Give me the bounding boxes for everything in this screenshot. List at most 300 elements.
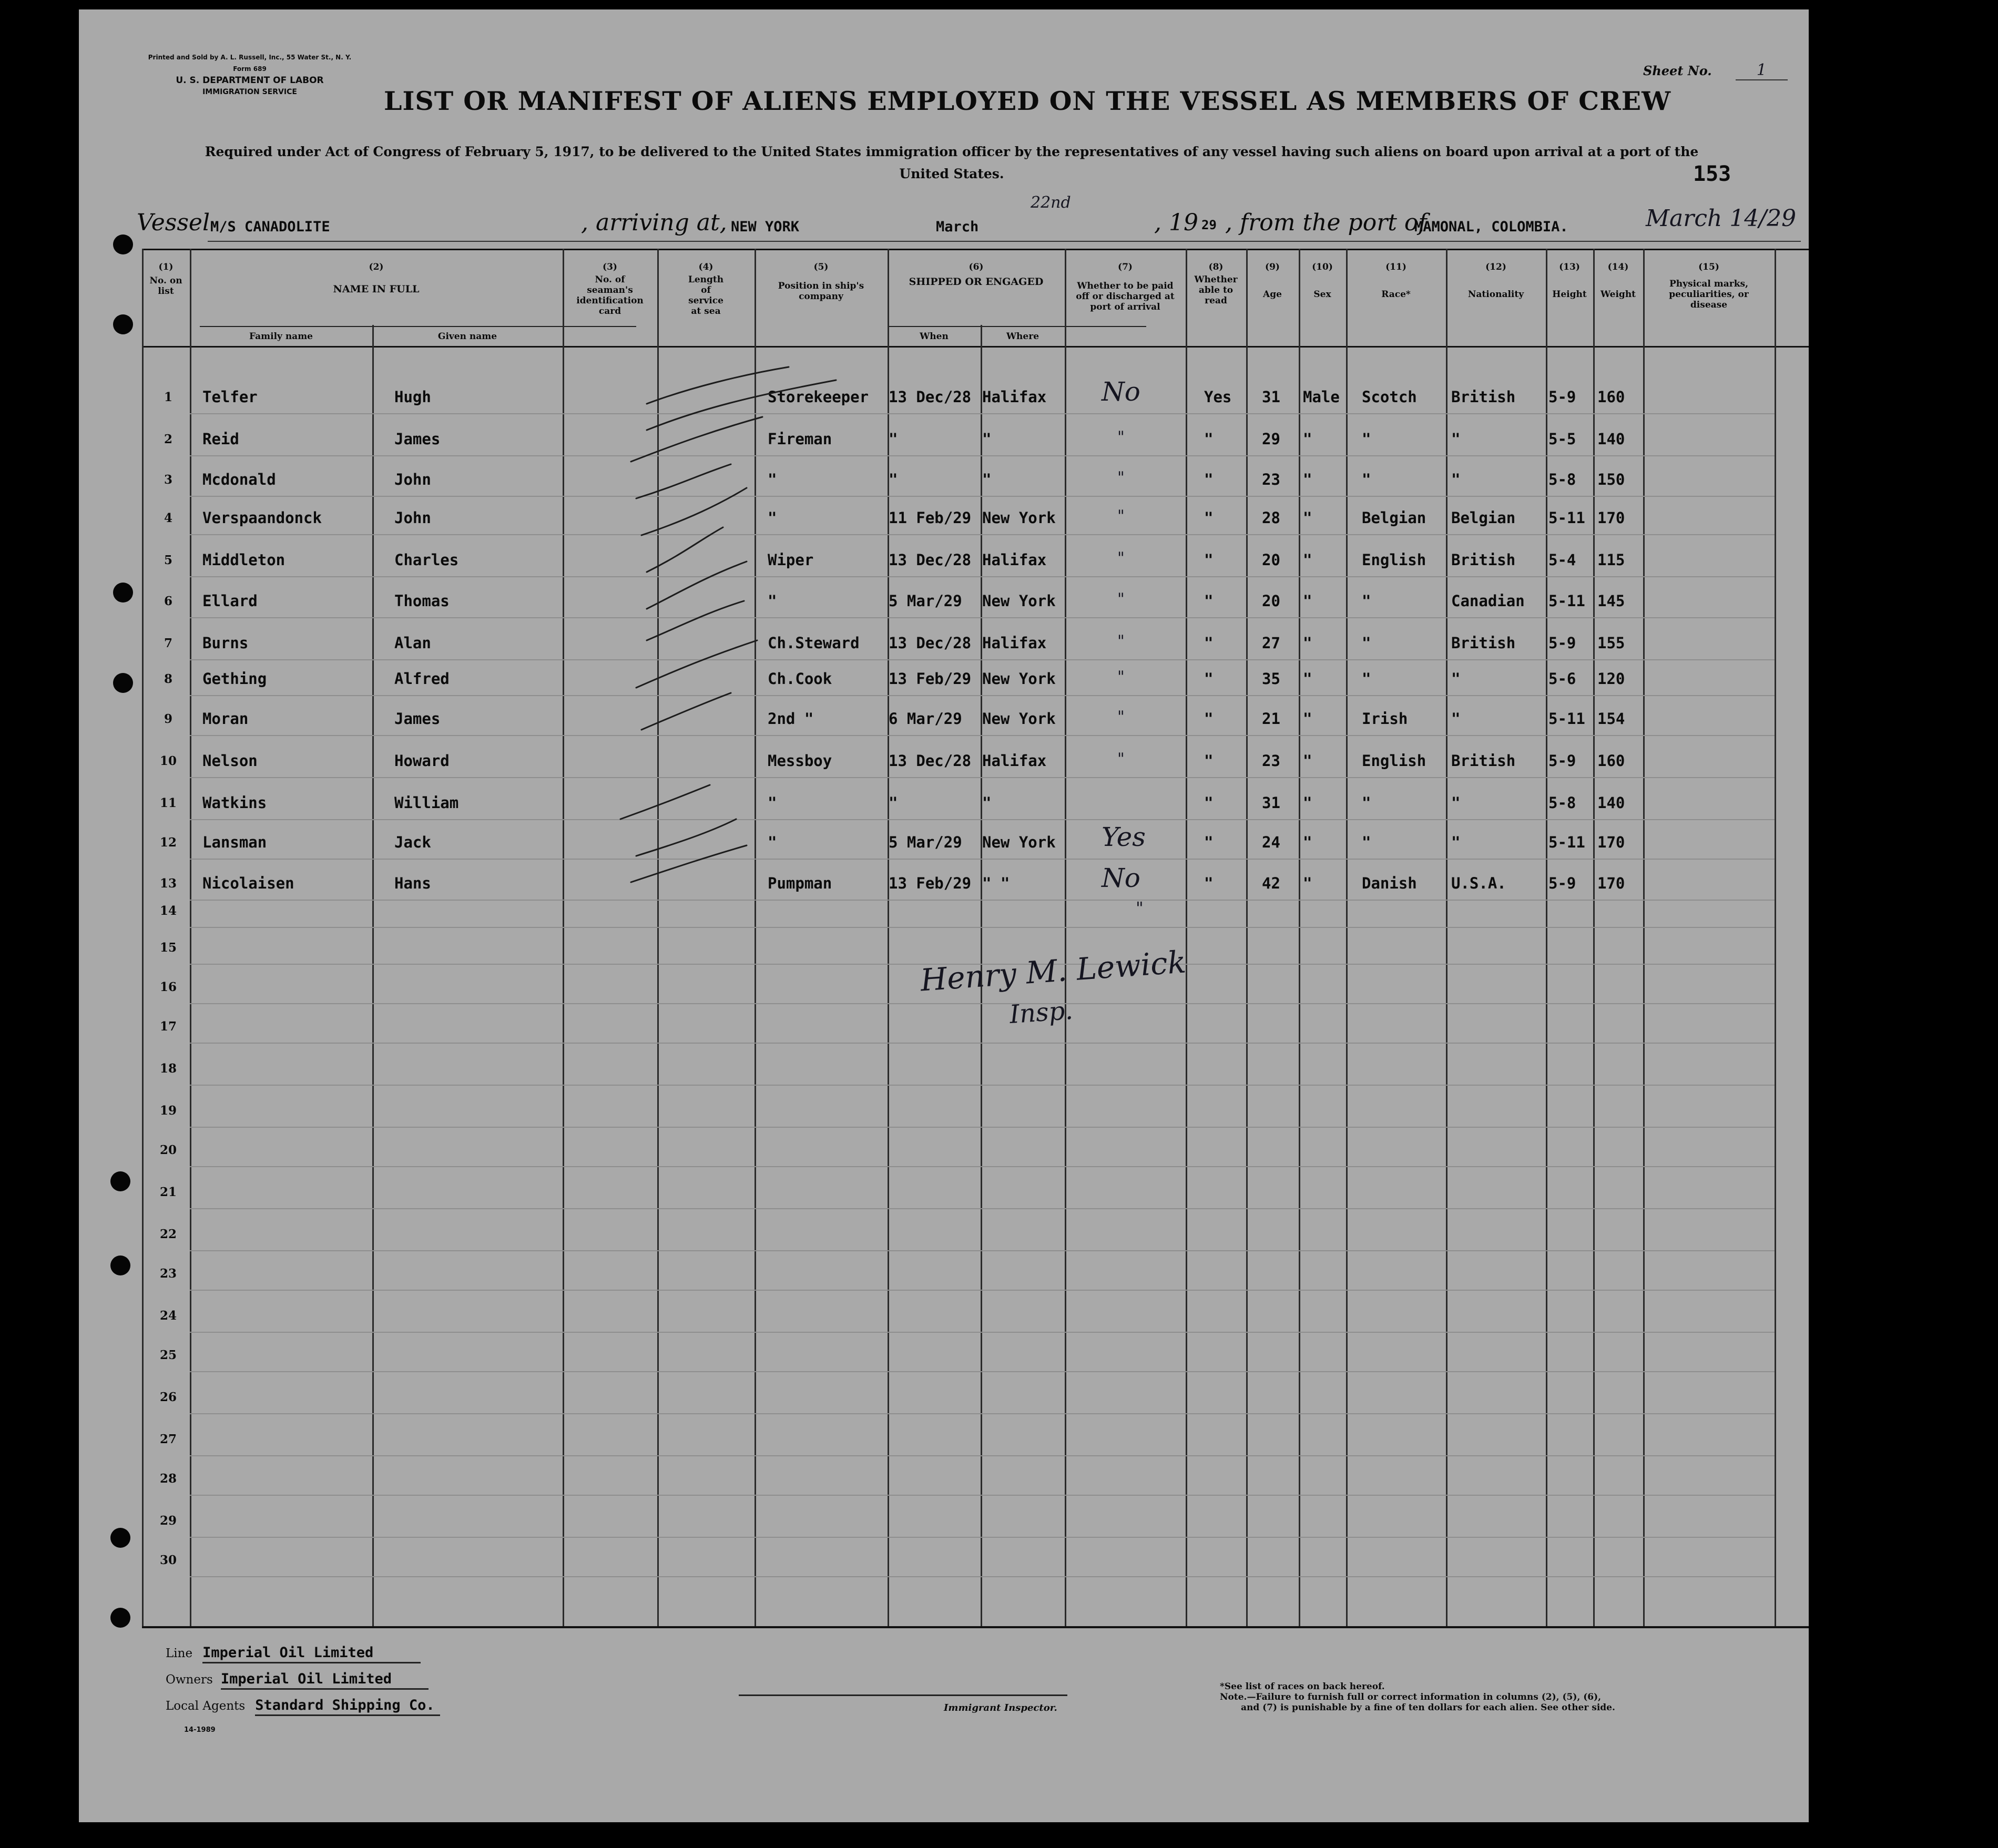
row-number: 4 (164, 511, 172, 525)
slash-mark (636, 640, 757, 688)
row-rule (190, 1332, 1775, 1333)
row-number: 2 (164, 432, 172, 446)
able-to-read-cell: " (1204, 551, 1214, 569)
inspector-signature: Henry M. Lewick (919, 944, 1187, 998)
family-name-cell: Burns (202, 634, 249, 652)
row-number: 28 (159, 1472, 177, 1486)
footer-agents (166, 1697, 440, 1713)
row-rule (190, 534, 1775, 535)
race-cell: " (1362, 833, 1371, 851)
sex-cell: " (1303, 752, 1312, 770)
weight-cell: 140 (1597, 430, 1625, 448)
punch-hole (113, 234, 133, 254)
penalty-note-2: and (7) is punishable by a fine of ten dollars for each alien. See other side. (1241, 1702, 1615, 1713)
family-name-cell: Lansman (202, 833, 267, 851)
weight-cell: 160 (1597, 388, 1625, 406)
col-title: Age (1263, 289, 1282, 300)
able-to-read-cell: " (1204, 634, 1214, 652)
col-header-weight (1593, 262, 1643, 300)
nationality-cell: Belgian (1451, 509, 1516, 527)
nationality-cell: " (1451, 710, 1461, 728)
row-rule (190, 413, 1775, 414)
id-card-slash-marks (542, 346, 857, 898)
height-cell: 5-8 (1548, 794, 1576, 812)
handwritten-date: March 14/29 (1646, 205, 1797, 232)
age-cell: 24 (1262, 833, 1280, 851)
col-title: Height (1552, 289, 1587, 300)
sex-cell: " (1303, 509, 1312, 527)
position-cell: " (768, 794, 777, 812)
col-divider (372, 325, 374, 1626)
sex-cell: " (1303, 634, 1312, 652)
sex-cell: " (1303, 670, 1312, 688)
row-number: 8 (164, 672, 172, 686)
footer-note (1220, 1681, 1615, 1713)
shipped-where-cell: Halifax (982, 752, 1047, 770)
row-rule (190, 859, 1775, 860)
height-cell: 5-8 (1548, 471, 1576, 488)
punch-hole (110, 1171, 130, 1191)
shipped-when-cell: 13 Feb/29 (889, 874, 972, 892)
family-name-cell: Nicolaisen (202, 874, 294, 892)
position-cell: Messboy (768, 752, 832, 770)
slash-mark (620, 785, 710, 819)
shipped-where-cell: " (982, 430, 992, 448)
punch-hole (113, 314, 133, 334)
agents-value: Standard Shipping Co. (255, 1697, 440, 1716)
position-cell: " (768, 833, 777, 851)
race-cell: " (1362, 794, 1371, 812)
footer-owners (166, 1671, 429, 1687)
shipped-when-cell: 13 Dec/28 (889, 752, 972, 770)
shipped-where-cell: New York (982, 833, 1056, 851)
row-rule (190, 1413, 1775, 1414)
given-name-cell: Hugh (394, 388, 431, 406)
age-cell: 23 (1262, 471, 1280, 488)
row-number: 14 (159, 904, 177, 918)
weight-cell: 155 (1597, 634, 1625, 652)
printer-info (139, 52, 360, 98)
shipped-when-cell: 13 Feb/29 (889, 670, 972, 688)
age-cell: 31 (1262, 388, 1280, 406)
family-name-cell: Middleton (202, 551, 286, 569)
row-rule (190, 819, 1775, 820)
col-number: (12) (1485, 262, 1506, 272)
department: U. S. DEPARTMENT OF LABOR (176, 75, 324, 86)
height-cell: 5-9 (1548, 388, 1576, 406)
row-number: 16 (159, 980, 177, 994)
shipped-where-cell: New York (982, 710, 1056, 728)
punch-hole (110, 1255, 130, 1275)
family-name-cell: Verspaandonck (202, 509, 322, 527)
col-title: Whether to be paid off or discharged at port of arrival (1076, 281, 1175, 312)
col-header-age (1246, 262, 1299, 300)
given-name-cell: James (394, 430, 441, 448)
shipped-when-cell: " (889, 471, 898, 488)
race-cell: Danish (1362, 874, 1417, 892)
row-number: 9 (164, 712, 172, 726)
nationality-cell: " (1451, 833, 1461, 851)
col-title: Sex (1313, 289, 1331, 300)
given-name-cell: John (394, 471, 431, 488)
shipped-where-cell: " " (982, 874, 1010, 892)
given-name-cell: Charles (394, 551, 459, 569)
col-number: (8) (1208, 262, 1224, 272)
paid-off-cell: " (1117, 668, 1125, 686)
slash-mark (647, 367, 789, 404)
age-cell: 21 (1262, 710, 1280, 728)
sex-cell: " (1303, 430, 1312, 448)
race-cell: " (1362, 592, 1371, 610)
table-bottom-border (142, 1626, 1809, 1628)
age-cell: 20 (1262, 592, 1280, 610)
punch-hole (110, 1528, 130, 1548)
col-header-given: Given name (437, 331, 497, 342)
row-number: 1 (164, 390, 172, 404)
position-cell: Wiper (768, 551, 814, 569)
position-cell: Ch.Cook (768, 670, 832, 688)
arrival-year: 29 (1201, 218, 1217, 232)
shipped-where-cell: New York (982, 670, 1056, 688)
sex-cell: " (1303, 833, 1312, 851)
row-rule (190, 1290, 1775, 1291)
table-top-border (142, 249, 1809, 250)
able-to-read-cell: " (1204, 752, 1214, 770)
shipped-when-cell: 5 Mar/29 (889, 592, 962, 610)
row-number: 7 (164, 636, 172, 650)
col-title: Nationality (1467, 289, 1524, 300)
shipped-when-cell: 13 Dec/28 (889, 388, 972, 406)
family-name-cell: Watkins (202, 794, 267, 812)
row-rule (190, 1166, 1775, 1167)
position-cell: Fireman (768, 430, 832, 448)
row-rule (190, 455, 1775, 456)
col-header-sex (1299, 262, 1346, 300)
col-number: (1) (158, 262, 174, 272)
col-header-no (142, 262, 190, 297)
row-rule (190, 695, 1775, 696)
weight-cell: 120 (1597, 670, 1625, 688)
col-title: Whether able to read (1194, 274, 1238, 306)
weight-cell: 154 (1597, 710, 1625, 728)
nationality-cell: British (1451, 388, 1516, 406)
race-cell: " (1362, 634, 1371, 652)
col-number: (6) (969, 262, 984, 272)
able-to-read-cell: " (1204, 710, 1214, 728)
height-cell: 5-6 (1548, 670, 1576, 688)
able-to-read-cell: " (1204, 874, 1214, 892)
punch-hole (113, 583, 133, 603)
able-to-read-cell: " (1204, 471, 1214, 488)
family-name-cell: Ellard (202, 592, 258, 610)
col-title: No. on list (149, 275, 182, 297)
sex-cell: " (1303, 710, 1312, 728)
service: IMMIGRATION SERVICE (202, 88, 297, 96)
shipped-when-cell: 11 Feb/29 (889, 509, 972, 527)
row-number: 20 (159, 1143, 177, 1157)
weight-cell: 170 (1597, 509, 1625, 527)
row-number: 27 (159, 1432, 177, 1446)
nationality-cell: " (1451, 670, 1461, 688)
col-number: (5) (813, 262, 829, 272)
row-number: 17 (159, 1019, 177, 1034)
family-name-cell: Mcdonald (202, 471, 276, 488)
row-rule (190, 659, 1775, 660)
row-rule (190, 1043, 1775, 1044)
shipped-when-cell: 13 Dec/28 (889, 551, 972, 569)
sheet-number: 1 (1736, 61, 1788, 80)
from-port: MAMONAL, COLOMBIA. (1414, 219, 1568, 235)
weight-cell: 150 (1597, 471, 1625, 488)
position-cell: " (768, 471, 777, 488)
slash-mark (647, 601, 744, 640)
height-cell: 5-11 (1548, 710, 1585, 728)
height-cell: 5-9 (1548, 874, 1576, 892)
height-cell: 5-11 (1548, 833, 1585, 851)
col-divider (1775, 249, 1776, 1626)
sex-cell: " (1303, 794, 1312, 812)
position-cell: Ch.Steward (768, 634, 860, 652)
col-number: (11) (1385, 262, 1406, 272)
col-number: (10) (1312, 262, 1333, 272)
col-title: NAME IN FULL (333, 283, 420, 295)
stamp-number: 153 (1693, 162, 1731, 186)
shipped-where-cell: Halifax (982, 551, 1047, 569)
col-number: (13) (1559, 262, 1580, 272)
col-title: Physical marks, peculiarities, or disease (1669, 279, 1749, 310)
row-number: 19 (159, 1104, 177, 1118)
col-number: (14) (1607, 262, 1629, 272)
family-name-cell: Gething (202, 670, 267, 688)
paid-off-cell: " (1117, 428, 1125, 446)
given-name-cell: William (394, 794, 459, 812)
nationality-cell: " (1451, 794, 1461, 812)
nationality-cell: " (1451, 430, 1461, 448)
printer-line: Printed and Sold by A. L. Russell, Inc., 55 Water St., N. Y. (148, 54, 352, 61)
able-to-read-cell: " (1204, 430, 1214, 448)
row-rule (190, 1455, 1775, 1456)
sex-cell: " (1303, 874, 1312, 892)
slash-mark (641, 488, 747, 535)
voyage-line (137, 193, 1797, 246)
paid-off-cell: No (1102, 863, 1140, 893)
paid-off-cell: " (1117, 632, 1125, 650)
age-cell: 23 (1262, 752, 1280, 770)
nationality-cell: British (1451, 634, 1516, 652)
sex-cell: " (1303, 592, 1312, 610)
punch-hole (113, 673, 133, 693)
age-cell: 31 (1262, 794, 1280, 812)
race-cell: English (1362, 752, 1426, 770)
height-cell: 5-5 (1548, 430, 1576, 448)
row-rule (190, 1371, 1775, 1372)
col-number: (4) (698, 262, 713, 272)
paid-off-cell: " (1117, 549, 1125, 567)
inspector-label: Immigrant Inspector. (944, 1702, 1057, 1713)
age-cell: 42 (1262, 874, 1280, 892)
page-title: LIST OR MANIFEST OF ALIENS EMPLOYED ON THE VESSEL AS MEMBERS OF CREW (384, 86, 1671, 116)
position-cell: " (768, 592, 777, 610)
line-value: Imperial Oil Limited (202, 1645, 421, 1663)
shipped-where-cell: Halifax (982, 388, 1047, 406)
col-header-service (657, 262, 755, 316)
race-cell: Scotch (1362, 388, 1417, 406)
row-number: 15 (159, 941, 177, 955)
shipped-when-cell: " (889, 430, 898, 448)
able-to-read-cell: Yes (1204, 388, 1232, 406)
nationality-cell: British (1451, 752, 1516, 770)
arriving-label: , arriving at, (581, 209, 727, 236)
col-header-physical (1643, 262, 1775, 310)
slash-mark (631, 417, 762, 462)
row-rule (190, 735, 1775, 736)
page-subtitle: Required under Act of Congress of February 5, 1917, to be delivered to the United States immigration officer by the representatives of any vessel having such aliens on board upon arrival at a port of the United States. (205, 144, 1699, 181)
col-header-paid-off (1065, 262, 1186, 312)
age-cell: 20 (1262, 551, 1280, 569)
family-name-cell: Reid (202, 430, 239, 448)
age-cell: 29 (1262, 430, 1280, 448)
row-number: 10 (159, 754, 177, 768)
able-to-read-cell: " (1204, 794, 1214, 812)
col-title: Race* (1381, 289, 1411, 300)
row-number: 26 (159, 1390, 177, 1404)
header-bottom-border (142, 346, 1809, 348)
punch-hole (110, 1608, 130, 1628)
row-number: 21 (159, 1185, 177, 1199)
height-cell: 5-9 (1548, 634, 1576, 652)
height-cell: 5-9 (1548, 752, 1576, 770)
arriving-port: NEW YORK (731, 219, 800, 235)
row-number: 25 (159, 1348, 177, 1362)
paid-off-cell: " (1117, 750, 1125, 768)
col-header-name (190, 262, 563, 294)
nationality-cell: U.S.A. (1451, 874, 1506, 892)
slash-mark (636, 819, 736, 856)
row-number: 18 (159, 1061, 177, 1076)
col-header-read (1186, 262, 1246, 306)
position-cell: Pumpman (768, 874, 832, 892)
row-rule (190, 1537, 1775, 1538)
weight-cell: 160 (1597, 752, 1625, 770)
given-name-cell: Hans (394, 874, 431, 892)
slash-mark (641, 693, 731, 730)
slash-mark (647, 561, 747, 609)
height-cell: 5-11 (1548, 509, 1585, 527)
shipped-when-cell: " (889, 794, 898, 812)
handwritten-ditto: " (1136, 898, 1144, 918)
slash-mark (647, 527, 723, 572)
nationality-cell: British (1451, 551, 1516, 569)
paid-off-cell: Yes (1102, 822, 1146, 852)
row-rule (190, 1085, 1775, 1086)
given-name-cell: Thomas (394, 592, 450, 610)
from-label: , from the port of (1225, 209, 1427, 236)
shipped-when-cell: 13 Dec/28 (889, 634, 972, 652)
col-header-shipped (888, 262, 1065, 287)
paid-off-cell: No (1102, 376, 1140, 407)
col-title: No. of seaman's identification card (576, 274, 644, 316)
footer-line (166, 1645, 421, 1661)
owners-value: Imperial Oil Limited (221, 1671, 429, 1690)
penalty-note-1: Note.—Failure to furnish full or correct information in columns (2), (5), (6), (1220, 1692, 1602, 1702)
row-number: 5 (164, 553, 172, 567)
row-number: 11 (159, 796, 177, 810)
nationality-cell: Canadian (1451, 592, 1525, 610)
sheet-number-block (1643, 61, 1788, 79)
shipped-where-cell: " (982, 794, 992, 812)
col-title: SHIPPED OR ENGAGED (909, 276, 1044, 288)
col-title: Position in ship's company (778, 281, 864, 302)
row-rule (190, 576, 1775, 577)
race-cell: Irish (1362, 710, 1408, 728)
paid-off-cell: " (1117, 590, 1125, 608)
col-header-where: Where (1006, 331, 1039, 342)
vessel-label: Vessel (137, 209, 210, 236)
row-rule (190, 927, 1775, 928)
paid-off-cell: " (1117, 708, 1125, 726)
owners-label: Owners (166, 1673, 213, 1687)
given-name-cell: Howard (394, 752, 450, 770)
row-number: 13 (159, 876, 177, 891)
col-title: Weight (1600, 289, 1636, 300)
row-rule (190, 1127, 1775, 1128)
able-to-read-cell: " (1204, 509, 1214, 527)
race-cell: " (1362, 670, 1371, 688)
row-number: 30 (159, 1553, 177, 1567)
agents-label: Local Agents (166, 1699, 246, 1713)
paid-off-cell: " (1117, 507, 1125, 525)
position-cell: Storekeeper (768, 388, 869, 406)
col-header-when: When (920, 331, 949, 342)
age-cell: 27 (1262, 634, 1280, 652)
row-rule (190, 777, 1775, 778)
row-number: 3 (164, 473, 172, 487)
shipped-when-cell: 5 Mar/29 (889, 833, 962, 851)
name-subheader-rule (200, 326, 636, 327)
shipped-where-cell: New York (982, 509, 1056, 527)
able-to-read-cell: " (1204, 833, 1214, 851)
row-number: 12 (159, 835, 177, 850)
weight-cell: 145 (1597, 592, 1625, 610)
col-number: (9) (1265, 262, 1280, 272)
nationality-cell: " (1451, 471, 1461, 488)
sex-cell: " (1303, 471, 1312, 488)
col-number: (2) (369, 262, 384, 272)
slash-mark (636, 464, 731, 498)
family-name-cell: Moran (202, 710, 249, 728)
given-name-cell: John (394, 509, 431, 527)
age-cell: 28 (1262, 509, 1280, 527)
row-rule (190, 1003, 1775, 1004)
shipped-subheader-rule (889, 326, 1146, 327)
able-to-read-cell: " (1204, 592, 1214, 610)
row-rule (190, 900, 1775, 901)
col-header-family: Family name (249, 331, 313, 342)
able-to-read-cell: " (1204, 670, 1214, 688)
col-header-race (1346, 262, 1446, 300)
col-header-height (1546, 262, 1593, 300)
row-number: 29 (159, 1514, 177, 1528)
shipped-where-cell: " (982, 471, 992, 488)
race-cell: Belgian (1362, 509, 1426, 527)
race-cell: English (1362, 551, 1426, 569)
col-number: (3) (603, 262, 617, 272)
year-label: , 19 (1154, 209, 1198, 236)
family-name-cell: Nelson (202, 752, 258, 770)
col-header-position (755, 262, 888, 302)
weight-cell: 115 (1597, 551, 1625, 569)
given-name-cell: Alfred (394, 670, 450, 688)
